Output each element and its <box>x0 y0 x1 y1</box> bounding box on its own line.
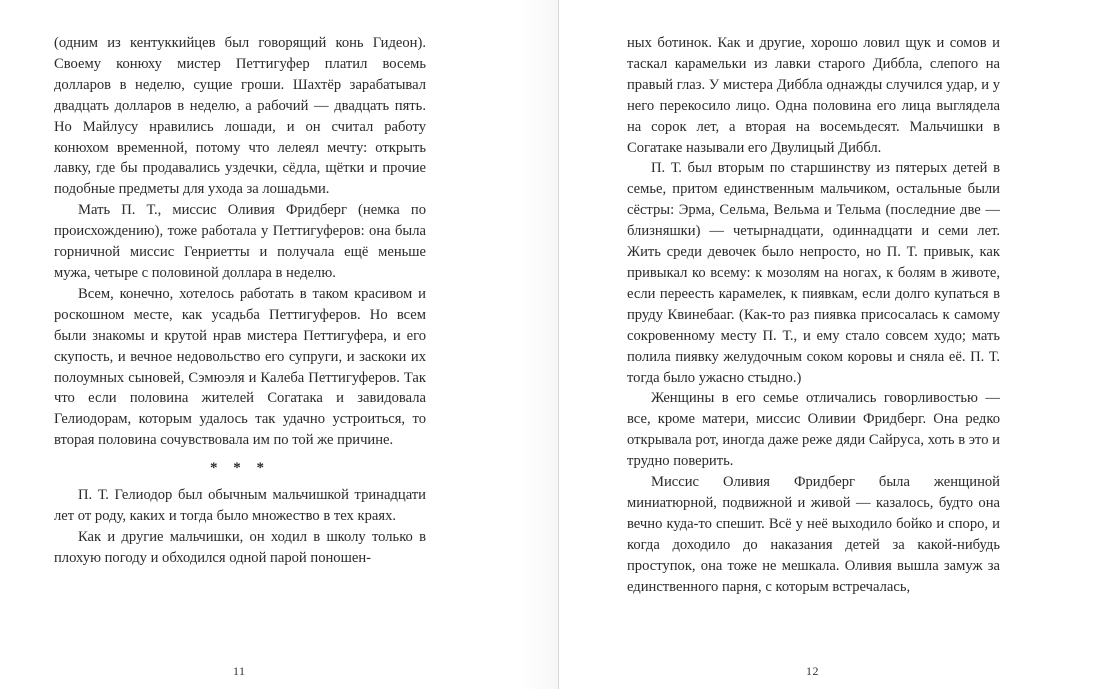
paragraph: (одним из кентуккийцев был говорящий конь Гидеон). Своему конюху мистер Петтигуфер платил восемь долларов в неделю, сущие гроши. Шахтёр зарабатывал двадцать долларов в неделю, а рабочий — двадцать пять. Но Майлусу нравились лошади, и он считал работу конюхом временной, потому что лелеял мечту: открыть лавку, где бы продавались уздечки, сёдла, щётки и прочие подобные предметы для ухода за лошадьми. <box>54 35 426 198</box>
paragraph: ных ботинок. Как и другие, хорошо ловил щук и сомов и таскал карамельки из лавки старого Диббла, слепого на правый глаз. У мистера Диббла однажды случился удар, и у него перекосило лицо. Одна половина его лица выглядела на сорок лет, а вторая на восемьдесят. Мальчишки в Согатаке называли его Двулицый Диббл. <box>627 35 1000 156</box>
page-number: 12 <box>806 664 819 678</box>
paragraph: П. Т. был вторым по старшинству из пятерых детей в семье, притом единственным мальчиком, остальные были сёстры: Эрма, Сельма, Вельма и Тельма (последние две — близняшки) — четырнадцати, одиннадцати и семи лет. Жить среди девочек было непросто, но П. Т. привык, как привыкал ко всему: к мозолям на ногах, к болям в животе, если переесть карамелек, к пиявкам, если долго купаться в пруду Квинебааг. (Как-то раз пиявка присосалась к самому сокровенному месту П. Т., и ему стало совсем худо; мать полила пиявку желудочным соком коровы и сняла её. П. Т. тогда было ужасно стыдно.) <box>627 160 1000 386</box>
right-page-text <box>627 33 1000 597</box>
paragraph: Мать П. Т., миссис Оливия Фридберг (немка по происхождению), тоже работала у Петтигуферов: она была горничной миссис Генриетты и получала ещё меньше мужа, четыре с половиной доллара в неделю. <box>54 202 426 281</box>
left-page-text <box>54 33 426 569</box>
section-separator: * * * <box>210 460 270 477</box>
paragraph: Всем, конечно, хотелось работать в таком красивом и роскошном месте, как усадьба Петтигуферов. Но всем были знакомы и крутой нрав мистера Петтигуфера, и его скупость, и вечное недовольство его супруги, и заскоки их полоумных сыновей, Сэмюэля и Калеба Петтигуферов. Так что если половина жителей Согатака и завидовала Гелиодорам, которым удалось так удачно устроиться, то вторая половина сочувствовала им по той же причине. <box>54 285 426 449</box>
paragraph: П. Т. Гелиодор был обычным мальчишкой тринадцати лет от роду, каких и тогда было множество в тех краях. <box>54 487 426 525</box>
paragraph: Как и другие мальчишки, он ходил в школу только в плохую погоду и обходился одной парой поношен- <box>54 528 426 566</box>
paragraph: Женщины в его семье отличались говорливостью — все, кроме матери, миссис Оливии Фридберг. Она редко открывала рот, иногда даже реже дяди Сайруса, хоть в это и трудно поверить. <box>627 390 1000 470</box>
page-number: 11 <box>233 664 246 678</box>
paragraph: Миссис Оливия Фридберг была женщиной миниатюрной, подвижной и живой — казалось, будто она вечно куда-то спешит. Всё у неё выходило бойко и споро, и когда доходило до наказания детей за какой-нибудь проступок, она тоже не мешкала. Оливия вышла замуж за единственного парня, с которым встречалась, <box>627 474 1000 595</box>
